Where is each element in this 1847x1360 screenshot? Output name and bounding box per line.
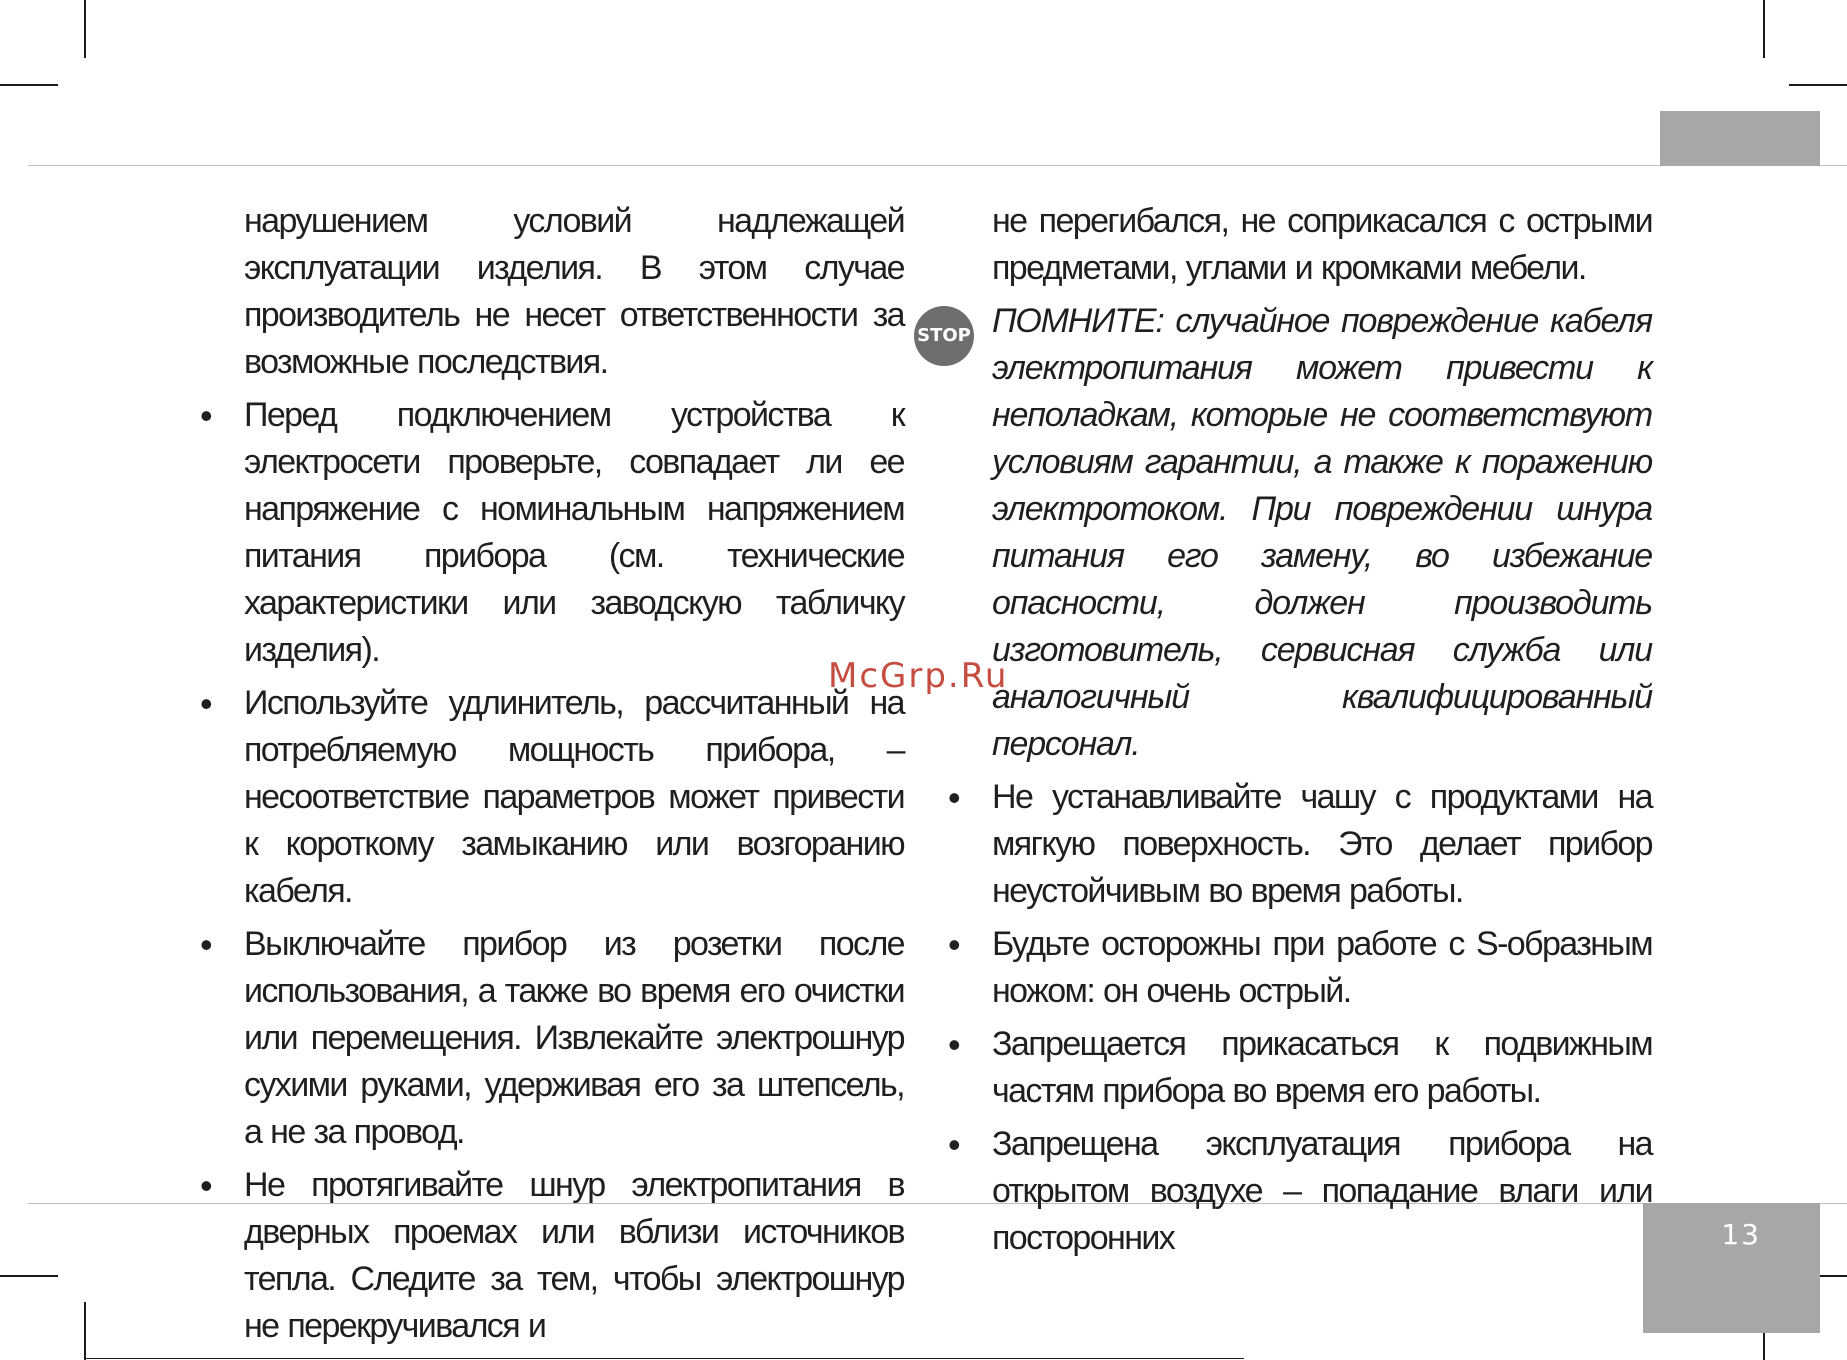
list-item: • Запрещена эксплуатация прибора на открытом воздухе – попадание влаги или посторонних [948, 1121, 1652, 1262]
list-item: • Выключайте прибор из розетки после использования, а также во время его очистки или перемещения. Извлекайте электрошнур сухими руками, удерживая его за штепсель, а не за провод. [200, 921, 904, 1156]
warning-text: ПОМНИТЕ: случайное повреждение кабеля электропитания может привести к неполадкам, которые не соответствуют условиям гарантии, а также к поражению электротоком. При повреждении шнура питания его замену, во избежание опасности, должен производить изготовитель, сервисная служба или аналогичный квалифицированный персонал. [992, 302, 1652, 763]
header-tab [1660, 111, 1820, 166]
crop-mark [0, 84, 58, 86]
page-number: 13 [1721, 1218, 1761, 1251]
list-item: • Используйте удлинитель, рассчитанный на потребляемую мощность прибора, – несоответствие параметров может привести к короткому замыканию или возгоранию кабеля. [200, 680, 904, 915]
list-item: • Перед подключением устройства к электросети проверьте, совпадает ли ее напряжение с номинальным напряжением питания прибора (см. технические характеристики или заводскую табличку изделия). [200, 392, 904, 674]
list-item: • Запрещается прикасаться к подвижным частям прибора во время его работы. [948, 1021, 1652, 1115]
list-item: • Не протягивайте шнур электропитания в дверных проемах или вблизи источников тепла. Следите за тем, чтобы электрошнур не перекручивался и [200, 1162, 904, 1350]
crop-mark [1763, 0, 1765, 58]
bottom-trim-line [84, 1358, 1244, 1359]
continued-paragraph: не перегибался, не соприкасался с острыми предметами, углами и кромками мебели. [992, 202, 1652, 287]
left-column [200, 198, 904, 1356]
watermark: McGrp.Ru [828, 656, 1009, 696]
list-item: • Будьте осторожны при работе с S-образным ножом: он очень острый. [948, 921, 1652, 1015]
crop-mark [84, 1302, 86, 1360]
stop-icon: STOP [914, 306, 974, 366]
top-rule [28, 165, 1847, 166]
crop-mark [84, 0, 86, 58]
crop-mark [0, 1275, 58, 1277]
continued-paragraph: нарушением условий надлежащей эксплуатации изделия. В этом случае производитель не несет ответственности за возможные последствия. [244, 202, 904, 381]
crop-mark [1789, 84, 1847, 86]
list-item: • Не устанавливайте чашу с продуктами на мягкую поверхность. Это делает прибор неустойчивым во время работы. [948, 774, 1652, 915]
